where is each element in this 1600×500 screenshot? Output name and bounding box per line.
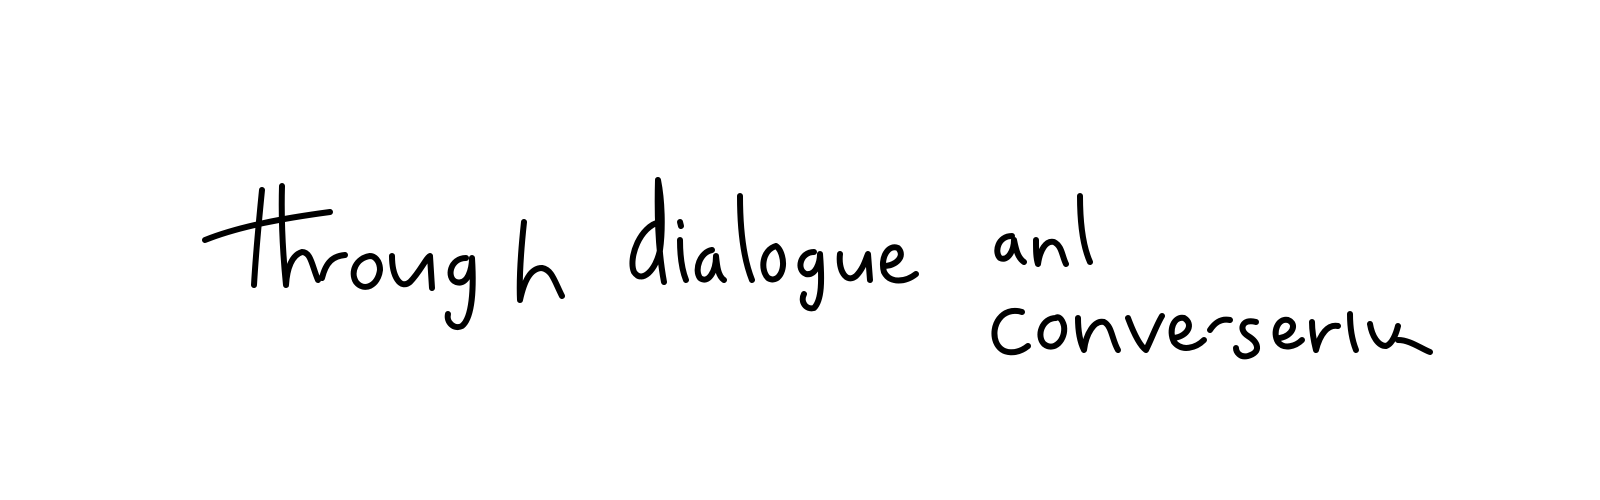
handwriting-line-1 bbox=[205, 180, 1090, 327]
handwriting-line-2 bbox=[994, 311, 1430, 356]
